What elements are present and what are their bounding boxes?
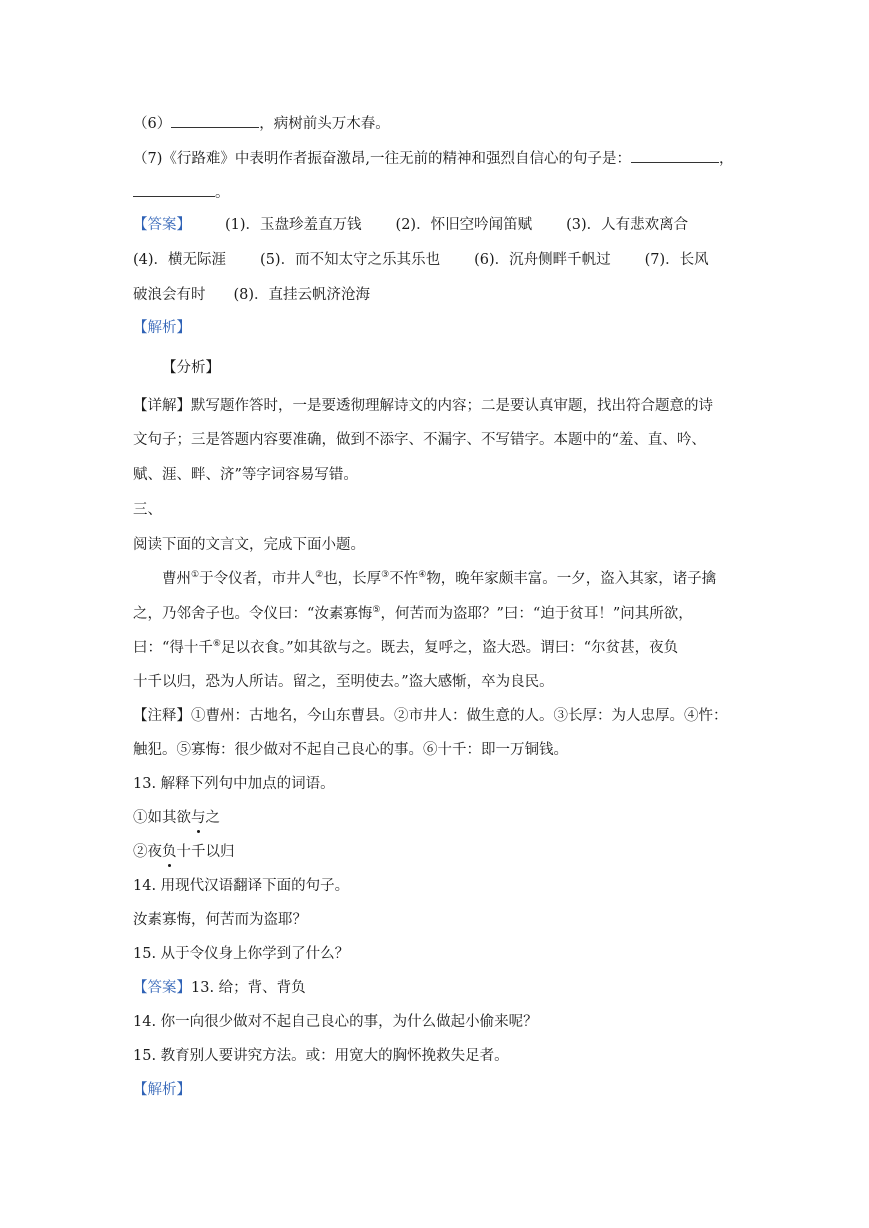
- notes-line-1: 【注释】①曹州：古地名，今山东曹县。②市井人：做生意的人。③长厚：为人忠厚。④忤：: [133, 708, 728, 724]
- emphasis-dot-word: 与: [191, 810, 206, 826]
- detail-line-1: 【详解】默写题作答时，一是要透彻理解诗文的内容；二是要认真审题，找出符合题意的诗: [133, 398, 713, 414]
- answer-blank: [133, 184, 215, 197]
- answer-label: 【答案】: [133, 980, 191, 996]
- question-13-item-1: ①如其欲与之: [133, 810, 220, 826]
- question-14: 14. 用现代汉语翻译下面的句子。: [133, 878, 350, 894]
- answer-blank: [171, 115, 259, 128]
- detail-line-3: 赋、涯、畔、济”等字词容易写错。: [133, 467, 358, 483]
- passage-line-4: 十千以归，恐为人所诘。留之，至明使去。”盗大感惭，卒为良民。: [133, 674, 554, 690]
- question-7-line: （7)《行路难》中表明作者振奋激昂,一往无前的精神和强烈自信心的句子是： ，: [133, 151, 734, 167]
- passage-line-3: 曰：“得十千⑥足以衣食。”如其欲与之。既去，复呼之，盗大恐。谓曰：“尔贫甚，夜负: [133, 639, 679, 656]
- sub-analysis-label: 【分析】: [162, 360, 220, 376]
- question-6-line: （6） ，病树前头万木春。: [133, 116, 390, 132]
- answer-block-2-line-1: 【答案】13. 给；背、背负: [133, 980, 306, 996]
- notes-line-2: 触犯。⑤寡悔：很少做对不起自己良心的事。⑥十千：即一万铜钱。: [133, 742, 568, 758]
- question-14-sentence: 汝素寡悔，何苦而为盗耶？: [133, 912, 307, 928]
- section-instruction: 阅读下面的文言文，完成下面小题。: [133, 537, 365, 553]
- answer-block-1-line-2: (4)．横无际涯 (5)．而不知太守之乐其乐也 (6)．沉舟侧畔千帆过 (7)．长风: [133, 252, 709, 268]
- detail-line-2: 文句子；三是答题内容要准确，做到不添字、不漏字、不写错字。本题中的“羞、直、吟、: [133, 432, 706, 448]
- question-15: 15. 从于令仪身上你学到了什么？: [133, 946, 350, 962]
- question-7-line-2: 。: [133, 183, 230, 203]
- passage-line-2: 之，乃邻舍子也。令仪曰：“汝素寡悔⑤，何苦而为盗耶？”曰：“迫于贫耳！”问其所欲，: [133, 605, 693, 622]
- emphasis-dot-word: 负: [162, 844, 177, 860]
- answer-blank: [631, 150, 719, 163]
- section-heading: 三、: [133, 502, 162, 518]
- question-13: 13. 解释下列句中加点的词语。: [133, 776, 335, 792]
- question-13-item-2: ②夜负十千以归: [133, 844, 235, 860]
- answer-block-1-line-3: 破浪会有时 (8)．直挂云帆济沧海: [133, 287, 371, 303]
- passage-line-1: 曹州①于令仪者，市井人②也，长厚③不忤④物，晚年家颇丰富。一夕，盗入其家，诸子擒: [162, 570, 717, 587]
- answer-14: 14. 你一向很少做对不起自己良心的事，为什么做起小偷来呢？: [133, 1014, 538, 1030]
- analysis-label-2: 【解析】: [133, 1082, 191, 1098]
- answer-15: 15. 教育别人要讲究方法。或：用宽大的胸怀挽救失足者。: [133, 1048, 509, 1064]
- answer-label: 【答案】: [133, 217, 191, 233]
- answer-block-1-line-1: 【答案】 (1)．玉盘珍羞直万钱 (2)．怀旧空吟闻笛赋 (3)．人有悲欢离合: [133, 217, 689, 233]
- analysis-label: 【解析】: [133, 320, 191, 336]
